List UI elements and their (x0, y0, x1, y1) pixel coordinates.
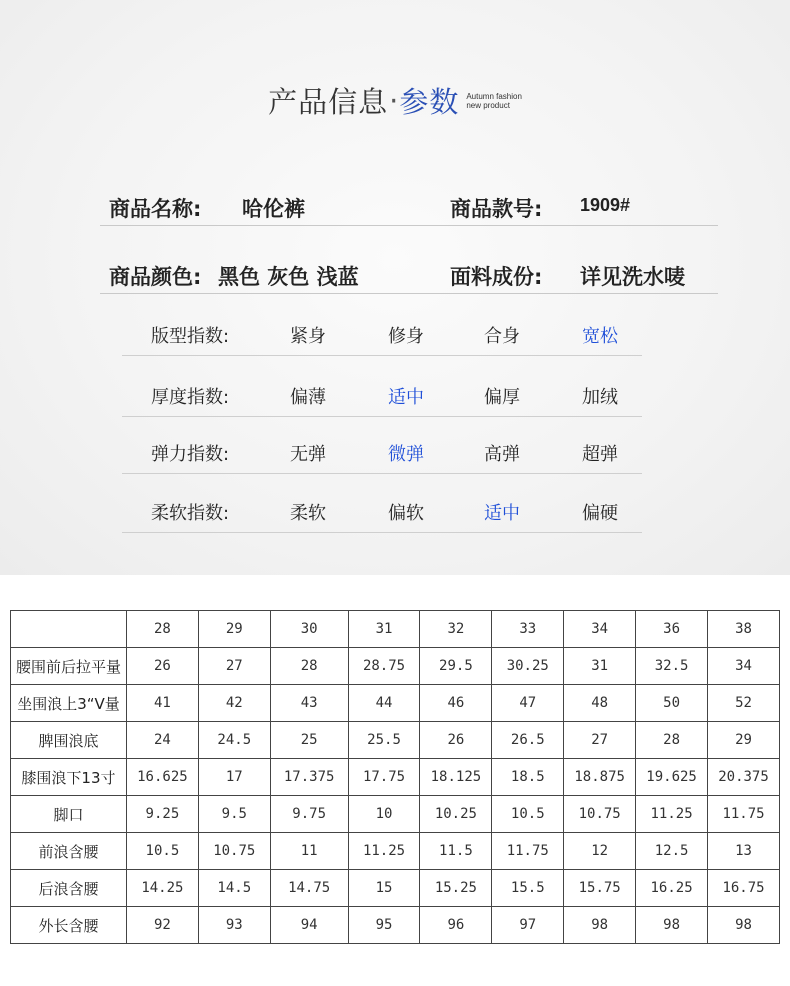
index-row (122, 315, 642, 356)
index-option: 无弹 (290, 444, 326, 465)
measurement-cell: 27 (564, 722, 636, 759)
index-option: 偏硬 (582, 503, 618, 524)
size-header-cell: 38 (708, 611, 780, 648)
table-row (11, 648, 780, 685)
measurement-cell: 17 (198, 759, 270, 796)
measurement-cell: 31 (564, 648, 636, 685)
row-label-cell: 腰围前后拉平量 (11, 648, 127, 685)
index-option-selected: 适中 (484, 503, 520, 524)
size-table (10, 610, 780, 944)
index-label: 弹力指数: (151, 444, 230, 465)
index-option: 修身 (388, 326, 424, 347)
measurement-cell: 13 (708, 833, 780, 870)
measurement-cell: 10.75 (198, 833, 270, 870)
index-label: 厚度指数: (151, 387, 230, 408)
row-label-cell: 前浪含腰 (11, 833, 127, 870)
code-value: 1909# (580, 195, 631, 215)
index-option: 偏薄 (290, 387, 326, 408)
measurement-cell: 42 (198, 685, 270, 722)
index-label: 柔软指数: (151, 503, 230, 524)
measurement-cell: 28.75 (348, 648, 420, 685)
measurement-cell: 26 (420, 722, 492, 759)
measurement-cell: 15.75 (564, 870, 636, 907)
measurement-cell: 14.25 (126, 870, 198, 907)
measurement-cell: 47 (492, 685, 564, 722)
measurement-cell: 28 (636, 722, 708, 759)
title-en-line1: Autumn fashion (466, 91, 522, 101)
measurement-cell: 10 (348, 796, 420, 833)
measurement-cell: 16.625 (126, 759, 198, 796)
measurement-cell: 26 (126, 648, 198, 685)
table-row (11, 722, 780, 759)
measurement-cell: 9.5 (198, 796, 270, 833)
measurement-cell: 10.25 (420, 796, 492, 833)
measurement-cell: 11.75 (708, 796, 780, 833)
measurement-cell: 16.75 (708, 870, 780, 907)
measurement-cell: 29.5 (420, 648, 492, 685)
name-label: 商品名称: (109, 197, 202, 221)
measurement-cell: 25.5 (348, 722, 420, 759)
fabric-value: 详见洗水唛 (580, 265, 685, 289)
measurement-cell: 30.25 (492, 648, 564, 685)
index-row (122, 433, 642, 474)
measurement-cell: 15.5 (492, 870, 564, 907)
name-value: 哈伦裤 (242, 197, 305, 221)
measurement-cell: 20.375 (708, 759, 780, 796)
measurement-cell: 32.5 (636, 648, 708, 685)
measurement-cell: 28 (270, 648, 348, 685)
measurement-cell: 17.75 (348, 759, 420, 796)
measurement-cell: 98 (564, 907, 636, 944)
measurement-cell: 96 (420, 907, 492, 944)
measurement-cell: 52 (708, 685, 780, 722)
title-english (466, 92, 522, 110)
table-row (11, 759, 780, 796)
measurement-cell: 94 (270, 907, 348, 944)
measurement-cell: 15.25 (420, 870, 492, 907)
size-header-cell: 31 (348, 611, 420, 648)
measurement-cell: 9.75 (270, 796, 348, 833)
row-label-cell: 外长含腰 (11, 907, 127, 944)
row-label-cell: 后浪含腰 (11, 870, 127, 907)
measurement-cell: 93 (198, 907, 270, 944)
measurement-cell: 11.75 (492, 833, 564, 870)
index-option-selected: 微弹 (388, 444, 424, 465)
measurement-cell: 18.5 (492, 759, 564, 796)
info-row-color-fabric (100, 255, 718, 294)
measurement-cell: 17.375 (270, 759, 348, 796)
measurement-cell: 11.25 (636, 796, 708, 833)
color-label: 商品颜色: (109, 265, 202, 289)
table-row (11, 907, 780, 944)
measurement-cell: 41 (126, 685, 198, 722)
row-label-cell: 膝围浪下13寸 (11, 759, 127, 796)
measurement-cell: 15 (348, 870, 420, 907)
measurement-cell: 10.5 (492, 796, 564, 833)
measurement-cell: 14.75 (270, 870, 348, 907)
measurement-cell: 50 (636, 685, 708, 722)
measurement-cell: 29 (708, 722, 780, 759)
measurement-cell: 46 (420, 685, 492, 722)
size-header-cell: 33 (492, 611, 564, 648)
code-label: 商品款号: (450, 197, 543, 221)
row-label-cell: 坐围浪上3“V量 (11, 685, 127, 722)
measurement-cell: 25 (270, 722, 348, 759)
row-label-cell: 脚口 (11, 796, 127, 833)
section-title (0, 80, 790, 121)
index-label: 版型指数: (151, 326, 230, 347)
measurement-cell: 98 (708, 907, 780, 944)
measurement-cell: 43 (270, 685, 348, 722)
index-row (122, 376, 642, 417)
measurement-cell: 44 (348, 685, 420, 722)
row-label-cell: 脾围浪底 (11, 722, 127, 759)
measurement-cell: 18.875 (564, 759, 636, 796)
index-option: 柔软 (290, 503, 326, 524)
size-header-cell: 30 (270, 611, 348, 648)
color-value: 黑色 灰色 浅蓝 (218, 265, 359, 289)
title-dot: · (389, 83, 399, 118)
measurement-cell: 95 (348, 907, 420, 944)
table-header-row (11, 611, 780, 648)
measurement-cell: 9.25 (126, 796, 198, 833)
measurement-cell: 11.5 (420, 833, 492, 870)
measurement-cell: 18.125 (420, 759, 492, 796)
measurement-cell: 11 (270, 833, 348, 870)
index-option: 偏厚 (484, 387, 520, 408)
index-option-selected: 宽松 (582, 326, 618, 347)
measurement-cell: 12.5 (636, 833, 708, 870)
measurement-cell: 14.5 (198, 870, 270, 907)
measurement-cell: 10.75 (564, 796, 636, 833)
measurement-cell: 10.5 (126, 833, 198, 870)
measurement-cell: 27 (198, 648, 270, 685)
measurement-cell: 24 (126, 722, 198, 759)
index-option-selected: 适中 (388, 387, 424, 408)
info-row-name-code (100, 187, 718, 226)
title-accent: 参数 (399, 85, 460, 119)
index-option: 合身 (484, 326, 520, 347)
measurement-cell: 12 (564, 833, 636, 870)
size-header-cell: 32 (420, 611, 492, 648)
table-row (11, 685, 780, 722)
table-row (11, 796, 780, 833)
index-option: 加绒 (582, 387, 618, 408)
index-option: 高弹 (484, 444, 520, 465)
table-corner-cell (11, 611, 127, 648)
measurement-cell: 26.5 (492, 722, 564, 759)
measurement-cell: 16.25 (636, 870, 708, 907)
measurement-cell: 98 (636, 907, 708, 944)
title-main: 产品信息 (268, 85, 389, 119)
measurement-cell: 34 (708, 648, 780, 685)
title-en-line2: new product (466, 100, 510, 110)
measurement-cell: 97 (492, 907, 564, 944)
measurement-cell: 92 (126, 907, 198, 944)
index-option: 紧身 (290, 326, 326, 347)
measurement-cell: 19.625 (636, 759, 708, 796)
measurement-cell: 11.25 (348, 833, 420, 870)
index-option: 超弹 (582, 444, 618, 465)
index-option: 偏软 (388, 503, 424, 524)
fabric-label: 面料成份: (450, 265, 543, 289)
measurement-cell: 48 (564, 685, 636, 722)
measurement-cell: 24.5 (198, 722, 270, 759)
size-header-cell: 28 (126, 611, 198, 648)
size-header-cell: 29 (198, 611, 270, 648)
index-row (122, 492, 642, 533)
table-row (11, 833, 780, 870)
size-header-cell: 34 (564, 611, 636, 648)
size-header-cell: 36 (636, 611, 708, 648)
table-row (11, 870, 780, 907)
